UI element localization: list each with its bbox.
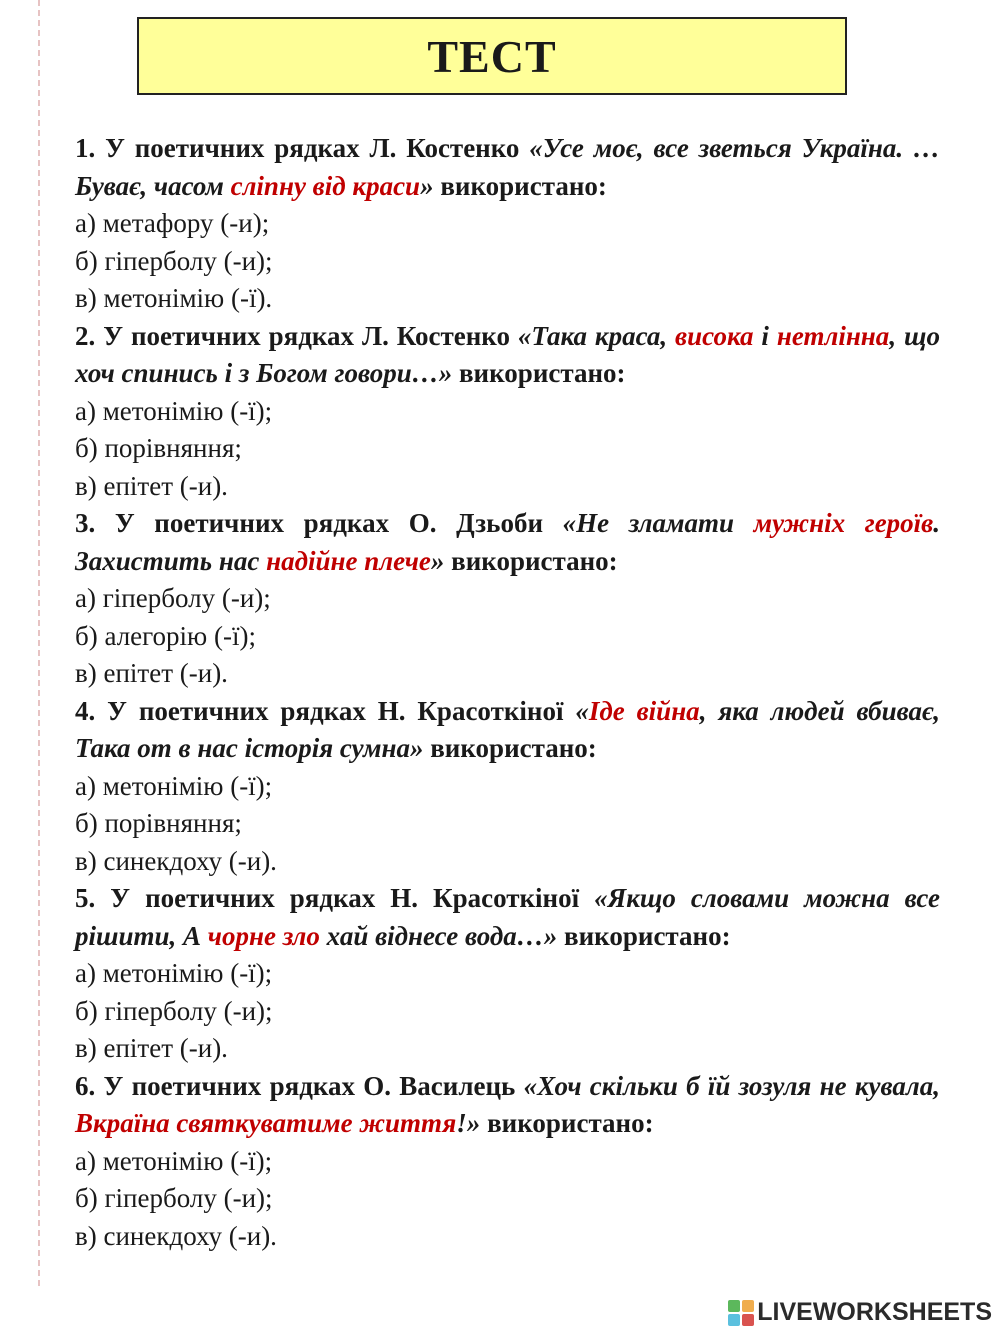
highlighted-phrase: Іде війна: [588, 695, 700, 726]
highlighted-phrase: чорне зло: [207, 920, 320, 951]
liveworksheets-logo: [728, 1298, 992, 1327]
logo-square: [742, 1314, 754, 1326]
question-prompt: 1. У поетичних рядках Л. Костенко: [75, 133, 530, 163]
poem-quote: «Хоч скільки б їй зозуля не кувала,: [523, 1070, 941, 1101]
logo-square: [742, 1300, 754, 1312]
question-text: [75, 1068, 940, 1143]
poem-quote: «Усе моє, все зветься Україна. …Буває, часом: [75, 133, 940, 201]
highlighted-phrase: нетлінна: [776, 320, 890, 351]
highlighted-phrase: висока: [675, 320, 754, 351]
liveworksheets-icon: [728, 1300, 754, 1326]
question-prompt: використано:: [452, 358, 626, 388]
question-block: [75, 880, 940, 1068]
question-prompt: використано:: [557, 920, 731, 951]
logo-text: LIVEWORKSHEETS: [757, 1298, 992, 1326]
question-text: [75, 505, 940, 580]
answer-option[interactable]: в) епітет (-и).: [75, 1033, 228, 1063]
poem-quote: хай віднесе вода…»: [319, 920, 558, 951]
question-text: [75, 130, 940, 205]
question-text: [75, 880, 940, 955]
margin-line: [38, 0, 40, 1290]
answer-option[interactable]: б) гіперболу (-и);: [75, 1183, 273, 1213]
answer-option[interactable]: б) гіперболу (-и);: [75, 995, 273, 1026]
poem-quote: «Така краса,: [517, 320, 676, 351]
question-text: [75, 318, 940, 393]
answer-option[interactable]: в) епітет (-и).: [75, 658, 228, 688]
question-block: [75, 318, 940, 506]
answer-option[interactable]: б) порівняння;: [75, 433, 242, 463]
answer-option[interactable]: а) метонімію (-ї);: [75, 770, 273, 801]
logo-square: [728, 1314, 740, 1326]
answer-option[interactable]: а) гіперболу (-и);: [75, 583, 271, 613]
logo-square: [728, 1300, 740, 1312]
answer-option[interactable]: б) порівняння;: [75, 808, 242, 838]
poem-quote: »: [430, 545, 445, 576]
poem-quote: «: [575, 695, 589, 726]
question-prompt: використано:: [444, 545, 618, 576]
question-block: [75, 130, 940, 318]
question-text: [75, 693, 940, 768]
questions-list: [75, 130, 940, 1255]
question-block: [75, 693, 940, 881]
highlighted-phrase: сліпну від краси: [230, 170, 421, 201]
question-prompt: використано:: [433, 170, 607, 201]
answer-option[interactable]: в) епітет (-и).: [75, 470, 228, 501]
poem-quote: !»: [456, 1108, 481, 1138]
answer-option[interactable]: в) синекдоху (-и).: [75, 845, 277, 876]
answer-option[interactable]: в) синекдоху (-и).: [75, 1220, 277, 1251]
poem-quote: «Якщо словами можна все рішити, А: [75, 883, 940, 951]
poem-quote: »: [420, 170, 434, 201]
highlighted-phrase: надійне плече: [266, 545, 431, 576]
question-prompt: 2. У поетичних рядках Л. Костенко: [75, 320, 518, 351]
question-prompt: 6. У поетичних рядках О. Василець: [75, 1070, 524, 1101]
question-prompt: 5. У поетичних рядках Н. Красоткіної: [75, 883, 595, 913]
title-box: [137, 17, 847, 95]
question-prompt: використано:: [480, 1108, 654, 1138]
question-prompt: використано:: [423, 733, 597, 763]
answer-option[interactable]: б) алегорію (-ї);: [75, 620, 256, 651]
question-block: [75, 1068, 940, 1256]
answer-option[interactable]: а) метонімію (-ї);: [75, 1145, 273, 1176]
poem-quote: , яка людей вбиває, Така от в нас історія сумна»: [75, 695, 940, 763]
answer-option[interactable]: а) метонімію (-ї);: [75, 958, 273, 988]
page-title: ТЕСТ: [427, 30, 557, 82]
poem-quote: і: [753, 320, 777, 351]
answer-option[interactable]: в) метонімію (-ї).: [75, 283, 273, 313]
highlighted-phrase: Вкраїна святкуватиме життя: [75, 1108, 457, 1138]
highlighted-phrase: мужніх героїв: [753, 508, 934, 538]
answer-option[interactable]: а) метафору (-и);: [75, 208, 270, 238]
answer-option[interactable]: а) метонімію (-ї);: [75, 395, 273, 426]
poem-quote: «Не зламати: [562, 508, 754, 538]
poem-quote: . Захистить нас: [75, 508, 940, 576]
question-block: [75, 505, 940, 693]
question-prompt: 4. У поетичних рядках Н. Красоткіної: [75, 695, 576, 726]
poem-quote: , що хоч спинись і з Богом говори…»: [75, 320, 940, 388]
question-prompt: 3. У поетичних рядках О. Дзьоби: [75, 508, 563, 538]
answer-option[interactable]: б) гіперболу (-и);: [75, 245, 273, 276]
